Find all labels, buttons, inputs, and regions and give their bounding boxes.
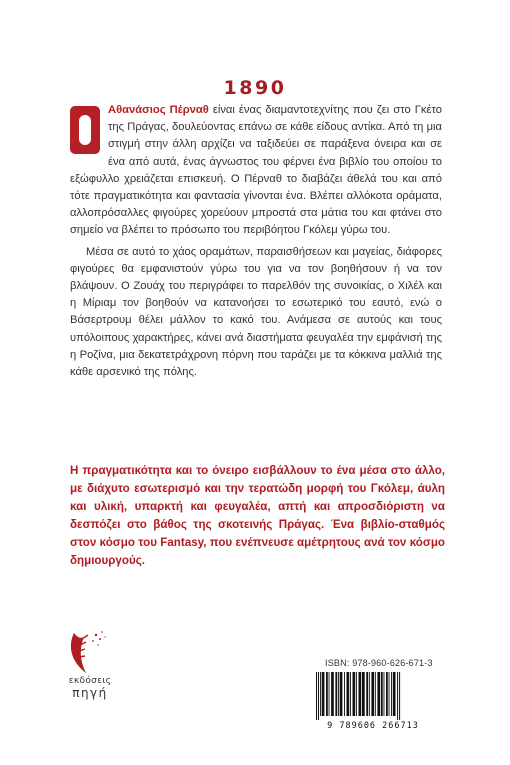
barcode-digits: 9 789606 266713: [327, 721, 419, 730]
barcode-bar: [356, 672, 357, 716]
barcode: [308, 672, 438, 730]
barcode-bar: [386, 672, 388, 716]
barcode-bar: [381, 672, 383, 716]
synopsis-paragraph-2: Μέσα σε αυτό το χάος οραμάτων, παραισθήσεων και μαγείας, διάφορες φιγούρες θα εμφανιστούν γύρω του για να τον βοηθήσουν ή να τον βλάψουν. Ο Ζουάχ του περιγράφει το παρελθόν της συνοικίας, ο Χιλέλ και η Μίριαμ τον βοηθούν να κατανοήσει το εσωτερικό του εαυτό, ενώ ο Βάσερτρουμ θέλει μάλλον το κακό του. Ανάμεσα σε αυτούς και τους υπόλοιπους χαρακτήρες, κάνει ανά διαστήματα φευγαλέα την εμφάνισή της η Ροζίνα, μια δεκατετράχρονη πόρνη που ταράζει με τα κόκκινα μαλλιά της κάθε αρσενικό της πόλης.: [70, 245, 442, 379]
synopsis: [70, 102, 442, 381]
barcode-bar: [340, 672, 343, 716]
barcode-bar: [329, 672, 330, 716]
barcode-bar: [318, 672, 319, 720]
barcode-bar: [399, 672, 400, 720]
barcode-bar: [331, 672, 334, 716]
barcode-bar: [320, 672, 321, 716]
barcode-bar: [353, 672, 356, 716]
publisher-name-line2: πηγή: [72, 686, 108, 700]
drop-cap-o-icon: [70, 106, 100, 154]
barcode-bar: [366, 672, 368, 716]
barcode-bar: [326, 672, 328, 716]
pen-nib-icon: [60, 627, 120, 677]
barcode-bar: [362, 672, 365, 716]
tagline-text: Η πραγματικότητα και το όνειρο εισβάλλουν το ένα μέσα στο άλλο, με διάχυτο εσωτερισμό και την τερατώδη μορφή του Γκόλεμ, άυλη και υλική, υπαρκτή και φευγαλέα, απτή και απροσδιόριστη να δεσπόζει στο βάθος της σκοτεινής Πράγας. Ένα βιβλίο-σταθμός στον κόσμο του Fantasy, που ενέπνευσε αμέτρητους ανά τον κόσμο δημιουργούς.: [70, 464, 445, 567]
barcode-bars: [316, 672, 400, 720]
barcode-bar: [369, 672, 370, 716]
barcode-bar: [359, 672, 362, 716]
barcode-bar: [322, 672, 325, 716]
barcode-bar: [371, 672, 374, 716]
tagline: [70, 462, 445, 570]
barcode-bar: [375, 672, 376, 716]
protagonist-name: Αθανάσιος Πέρναθ: [108, 104, 209, 116]
synopsis-paragraph-1: [70, 102, 442, 240]
isbn-label: ISBN: 978-960-626-671-3: [325, 658, 433, 668]
barcode-bar: [391, 672, 392, 716]
barcode-bar: [350, 672, 351, 716]
barcode-bar: [316, 672, 317, 720]
barcode-bar: [338, 672, 339, 716]
barcode-bar: [389, 672, 390, 716]
barcode-bar: [377, 672, 380, 716]
barcode-bar: [393, 672, 396, 716]
publisher-name-line1: εκδόσεις: [68, 676, 112, 686]
barcode-bar: [347, 672, 350, 716]
barcode-bar: [397, 672, 398, 720]
barcode-bar: [344, 672, 345, 716]
paragraph-1-text: είναι ένας διαμαντοτεχνίτης που ζει στο Γκέτο της Πράγας, δουλεύοντας επάνω σε κάθε είδους αντίκα. Από τη μια στιγμή στην άλλη αρχίζει να ταξιδεύει σε παράξενα όνειρα και σε ένα από αυτά, ένας άγνωστος του φέρνει ένα βιβλίο του οποίου το εξώφυλλο χρειάζεται επισκευή. Ο Πέρναθ το διαβάζει άθελά του και από τότε πραγματικότητα και φαντασία γίνονται ένα. Βλέπει αλλόκοτα οράματα, αλλοπρόσαλλες φιγούρες χορεύουν μπροστά στα μάτια του και φτάνει στο σημείο να βλέπει το πρόσωπο του περιβόητου Γκόλεμ γύρω του.: [70, 104, 442, 237]
year-heading: 1890: [223, 77, 287, 99]
barcode-bar: [384, 672, 385, 716]
barcode-bar: [335, 672, 337, 716]
publisher-logo: [60, 627, 120, 727]
